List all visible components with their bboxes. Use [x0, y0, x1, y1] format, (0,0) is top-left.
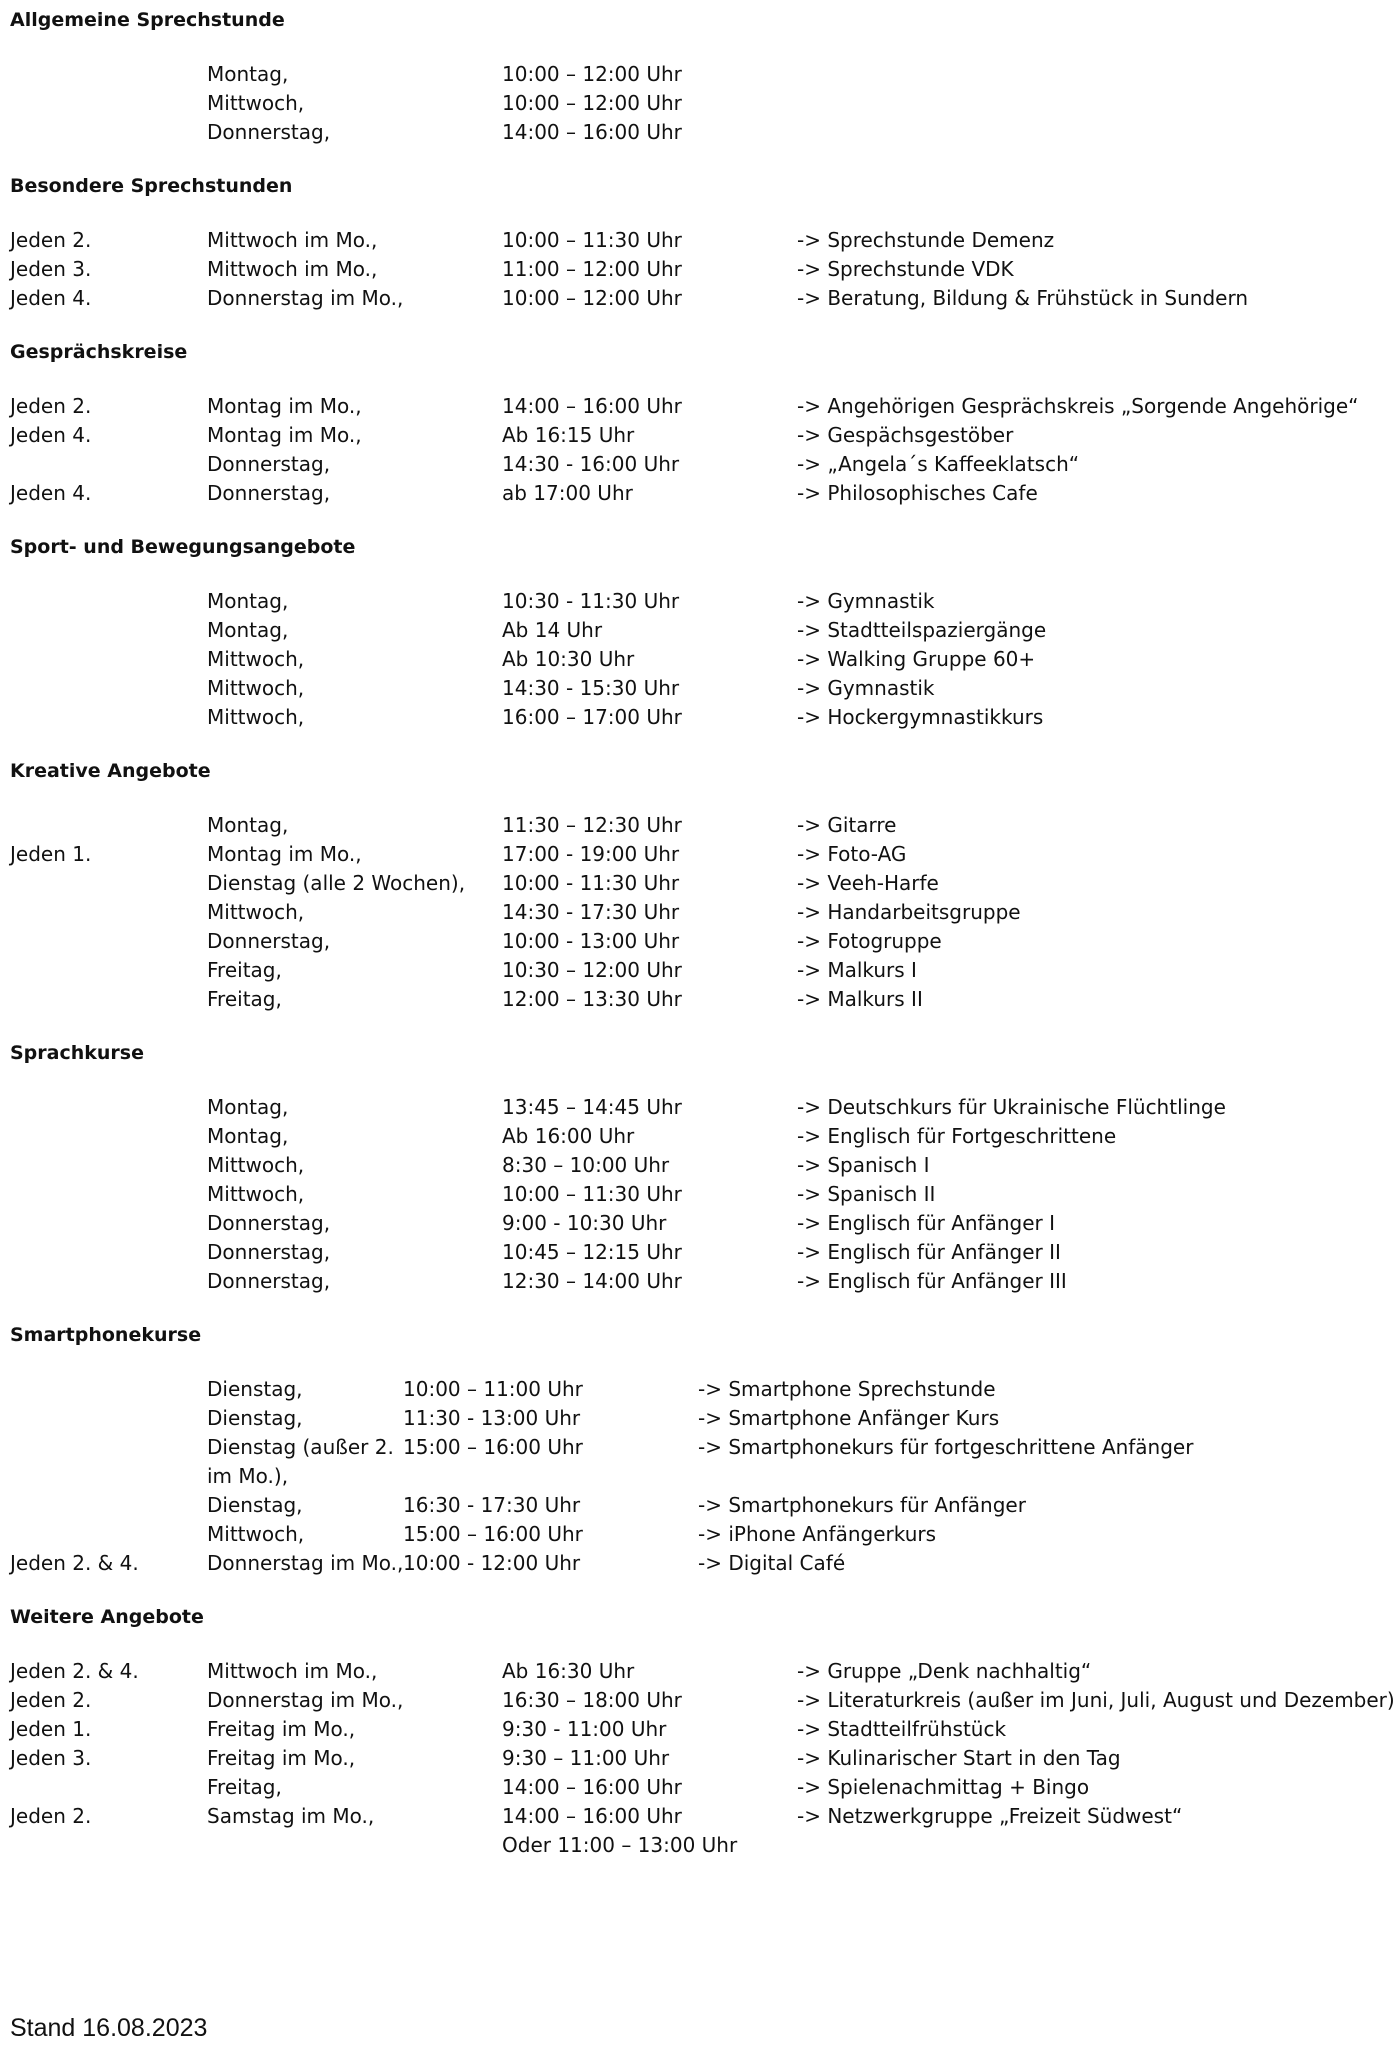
activity-cell: -> Foto-AG: [797, 842, 907, 866]
activity-cell: -> Spanisch I: [797, 1153, 930, 1177]
day-cell: Dienstag,: [207, 1406, 303, 1430]
time-cell: 14:00 – 16:00 Uhr: [502, 394, 682, 418]
day-cell: Montag,: [207, 1095, 289, 1119]
recurrence-cell: Jeden 4.: [10, 481, 92, 505]
schedule-row: [10, 1802, 1390, 1831]
schedule-row: [10, 392, 1390, 421]
time-cell: 13:45 – 14:45 Uhr: [502, 1095, 682, 1119]
schedule-row: [10, 703, 1390, 732]
day-cell: Mittwoch,: [207, 1522, 305, 1546]
day-cell: Montag im Mo.,: [207, 842, 362, 866]
activity-cell: -> Smartphone Sprechstunde: [698, 1377, 996, 1401]
time-cell: 15:00 – 16:00 Uhr: [403, 1435, 583, 1459]
section-heading: Kreative Angebote: [10, 760, 211, 782]
activity-cell: -> Literaturkreis (außer im Juni, Juli, August und Dezember): [797, 1688, 1395, 1712]
schedule-row: [10, 587, 1390, 616]
recurrence-cell: Jeden 4.: [10, 286, 92, 310]
schedule-row: [10, 616, 1390, 645]
section-gap: [10, 1578, 1390, 1603]
time-cell: 16:00 – 17:00 Uhr: [502, 705, 682, 729]
activity-cell: -> Gymnastik: [797, 676, 935, 700]
day-cell: Donnerstag im Mo.,: [207, 1551, 404, 1575]
time-cell: 17:00 - 19:00 Uhr: [502, 842, 680, 866]
time-cell: Ab 16:00 Uhr: [502, 1124, 635, 1148]
activity-cell: -> Sprechstunde Demenz: [797, 228, 1055, 252]
time-cell: 12:00 – 13:30 Uhr: [502, 987, 682, 1011]
schedule-row: [10, 1151, 1390, 1180]
time-cell: 8:30 – 10:00 Uhr: [502, 1153, 670, 1177]
day-cell: Donnerstag,: [207, 481, 331, 505]
time-cell: 10:00 – 11:00 Uhr: [403, 1377, 583, 1401]
time-cell: 11:30 – 12:30 Uhr: [502, 813, 682, 837]
schedule-row: [10, 1180, 1390, 1209]
day-cell: Dienstag (außer 2. im Mo.),: [207, 1435, 394, 1488]
day-cell: Dienstag,: [207, 1493, 303, 1517]
day-cell: Mittwoch,: [207, 1182, 305, 1206]
time-cell: Ab 14 Uhr: [502, 618, 603, 642]
schedule-section: [10, 1321, 1390, 1578]
day-cell: Mittwoch,: [207, 647, 305, 671]
schedule-rows: [10, 1375, 1390, 1578]
day-cell: Donnerstag,: [207, 1269, 331, 1293]
recurrence-cell: Jeden 3.: [10, 1746, 92, 1770]
day-cell: Freitag,: [207, 958, 282, 982]
activity-cell: -> Digital Café: [698, 1551, 846, 1575]
day-cell: Donnerstag,: [207, 929, 331, 953]
time-cell: 14:30 - 17:30 Uhr: [502, 900, 680, 924]
activity-cell: -> Gruppe „Denk nachhaltig“: [797, 1659, 1092, 1683]
schedule-row: [10, 985, 1390, 1014]
recurrence-cell: Jeden 4.: [10, 423, 92, 447]
activity-cell: -> Stadtteilspaziergänge: [797, 618, 1047, 642]
footer-stand-date: Stand 16.08.2023: [10, 2014, 208, 2042]
schedule-row: [10, 421, 1390, 450]
schedule-row: [10, 645, 1390, 674]
day-cell: Freitag,: [207, 987, 282, 1011]
day-cell: Mittwoch im Mo.,: [207, 257, 378, 281]
time-cell: 14:30 - 16:00 Uhr: [502, 452, 680, 476]
schedule-row: [10, 1238, 1390, 1267]
section-heading: Besondere Sprechstunden: [10, 175, 293, 197]
schedule-row: [10, 1404, 1390, 1433]
time-cell: 10:00 – 11:30 Uhr: [502, 1182, 682, 1206]
activity-cell: -> Gymnastik: [797, 589, 935, 613]
activity-cell: -> Sprechstunde VDK: [797, 257, 1014, 281]
activity-cell: -> Smartphonekurs für Anfänger: [698, 1493, 1026, 1517]
time-cell: 10:00 – 12:00 Uhr: [502, 91, 682, 115]
time-cell: 10:00 - 11:30 Uhr: [502, 871, 680, 895]
day-cell: Mittwoch im Mo.,: [207, 228, 378, 252]
activity-cell: -> Englisch für Anfänger I: [797, 1211, 1056, 1235]
time-cell: 16:30 - 17:30 Uhr: [403, 1493, 581, 1517]
time-cell: 11:00 – 12:00 Uhr: [502, 257, 682, 281]
time-cell: ab 17:00 Uhr: [502, 481, 633, 505]
schedule-rows: [10, 587, 1390, 732]
time-cell: 10:00 - 13:00 Uhr: [502, 929, 680, 953]
schedule-section: [10, 533, 1390, 732]
day-cell: Donnerstag,: [207, 1211, 331, 1235]
time-cell: 15:00 – 16:00 Uhr: [403, 1522, 583, 1546]
schedule-row: [10, 450, 1390, 479]
schedule-row: [10, 60, 1390, 89]
schedule-row: [10, 1122, 1390, 1151]
day-cell: Montag,: [207, 62, 289, 86]
recurrence-cell: Jeden 2.: [10, 228, 92, 252]
activity-cell: -> Englisch für Anfänger III: [797, 1269, 1067, 1293]
day-cell: Dienstag,: [207, 1377, 303, 1401]
activity-cell: -> Netzwerkgruppe „Freizeit Südwest“: [797, 1804, 1183, 1828]
section-gap: [10, 732, 1390, 757]
schedule-row: [10, 840, 1390, 869]
time-cell: 11:30 - 13:00 Uhr: [403, 1406, 581, 1430]
time-cell: 10:00 – 12:00 Uhr: [502, 286, 682, 310]
schedule-document: [10, 6, 1395, 1860]
schedule-section: [10, 172, 1390, 313]
schedule-section: [10, 1603, 1395, 1860]
activity-cell: -> Angehörigen Gesprächskreis „Sorgende Angehörige“: [797, 394, 1359, 418]
time-cell: 9:30 – 11:00 Uhr: [502, 1746, 670, 1770]
section-heading: Allgemeine Sprechstunde: [10, 9, 285, 31]
schedule-rows: [10, 811, 1390, 1014]
time-cell: 16:30 – 18:00 Uhr: [502, 1688, 682, 1712]
schedule-row: [10, 1686, 1395, 1715]
activity-cell: -> iPhone Anfängerkurs: [698, 1522, 937, 1546]
time-cell: 10:00 – 12:00 Uhr: [502, 62, 682, 86]
schedule-rows: [10, 226, 1390, 313]
day-cell: Mittwoch,: [207, 91, 305, 115]
time-cell: Ab 10:30 Uhr: [502, 647, 635, 671]
activity-cell: -> Malkurs I: [797, 958, 917, 982]
day-cell: Donnerstag,: [207, 1240, 331, 1264]
schedule-row: [10, 869, 1390, 898]
schedule-row: [10, 1549, 1390, 1578]
time-cell: Ab 16:15 Uhr: [502, 423, 635, 447]
schedule-row: [10, 284, 1390, 313]
activity-cell: -> Spanisch II: [797, 1182, 936, 1206]
day-cell: Mittwoch,: [207, 900, 305, 924]
activity-cell: -> Gespächsgestöber: [797, 423, 1014, 447]
day-cell: Freitag im Mo.,: [207, 1746, 356, 1770]
time-cell: Ab 16:30 Uhr: [502, 1659, 635, 1683]
time-cell: Oder 11:00 – 13:00 Uhr: [502, 1833, 738, 1857]
activity-cell: -> Smartphonekurs für fortgeschrittene Anfänger: [698, 1435, 1194, 1459]
day-cell: Mittwoch im Mo.,: [207, 1659, 378, 1683]
schedule-rows: [10, 1657, 1395, 1860]
recurrence-cell: Jeden 2. & 4.: [10, 1551, 139, 1575]
time-cell: 9:30 - 11:00 Uhr: [502, 1717, 667, 1741]
time-cell: 12:30 – 14:00 Uhr: [502, 1269, 682, 1293]
activity-cell: -> Deutschkurs für Ukrainische Flüchtlinge: [797, 1095, 1226, 1119]
recurrence-cell: Jeden 2.: [10, 1688, 92, 1712]
activity-cell: -> Hockergymnastikkurs: [797, 705, 1044, 729]
schedule-row: [10, 118, 1390, 147]
time-cell: 14:00 – 16:00 Uhr: [502, 1775, 682, 1799]
schedule-row: [10, 1267, 1390, 1296]
activity-cell: -> Stadtteilfrühstück: [797, 1717, 1007, 1741]
schedule-row: [10, 1744, 1390, 1773]
activity-cell: -> Gitarre: [797, 813, 897, 837]
time-cell: 10:00 – 11:30 Uhr: [502, 228, 682, 252]
schedule-section: [10, 757, 1390, 1014]
activity-cell: -> Spielenachmittag + Bingo: [797, 1775, 1090, 1799]
activity-cell: -> Kulinarischer Start in den Tag: [797, 1746, 1121, 1770]
schedule-row: [10, 1093, 1390, 1122]
schedule-section: [10, 1039, 1390, 1296]
recurrence-cell: Jeden 2.: [10, 394, 92, 418]
schedule-row: [10, 1433, 1390, 1491]
time-cell: 10:30 – 12:00 Uhr: [502, 958, 682, 982]
recurrence-cell: Jeden 2.: [10, 1804, 92, 1828]
time-cell: 14:00 – 16:00 Uhr: [502, 1804, 682, 1828]
schedule-row: [10, 479, 1390, 508]
activity-cell: -> Philosophisches Cafe: [797, 481, 1038, 505]
section-heading: Sport- und Bewegungsangebote: [10, 536, 356, 558]
day-cell: Donnerstag,: [207, 452, 331, 476]
activity-cell: -> Englisch für Fortgeschrittene: [797, 1124, 1117, 1148]
recurrence-cell: Jeden 2. & 4.: [10, 1659, 139, 1683]
day-cell: Mittwoch,: [207, 1153, 305, 1177]
schedule-row: [10, 811, 1390, 840]
section-gap: [10, 313, 1390, 338]
schedule-rows: [10, 1093, 1390, 1296]
time-cell: 14:00 – 16:00 Uhr: [502, 120, 682, 144]
day-cell: Donnerstag,: [207, 120, 331, 144]
time-cell: 10:00 - 12:00 Uhr: [403, 1551, 581, 1575]
recurrence-cell: Jeden 1.: [10, 1717, 92, 1741]
day-cell: Montag,: [207, 589, 289, 613]
schedule-row: [10, 1831, 1390, 1860]
activity-cell: -> Walking Gruppe 60+: [797, 647, 1036, 671]
time-cell: 14:30 - 15:30 Uhr: [502, 676, 680, 700]
day-cell: Montag im Mo.,: [207, 394, 362, 418]
day-cell: Mittwoch,: [207, 676, 305, 700]
schedule-row: [10, 1491, 1390, 1520]
section-heading: Smartphonekurse: [10, 1324, 202, 1346]
schedule-row: [10, 1773, 1390, 1802]
schedule-row: [10, 1520, 1390, 1549]
day-cell: Freitag,: [207, 1775, 282, 1799]
time-cell: 10:30 - 11:30 Uhr: [502, 589, 680, 613]
day-cell: Montag,: [207, 1124, 289, 1148]
schedule-row: [10, 956, 1390, 985]
schedule-row: [10, 1715, 1390, 1744]
schedule-row: [10, 226, 1390, 255]
activity-cell: -> „Angela´s Kaffeeklatsch“: [797, 452, 1080, 476]
section-heading: Weitere Angebote: [10, 1606, 204, 1628]
day-cell: Samstag im Mo.,: [207, 1804, 375, 1828]
section-gap: [10, 508, 1390, 533]
schedule-section: [10, 6, 1390, 147]
time-cell: 9:00 - 10:30 Uhr: [502, 1211, 667, 1235]
time-cell: 10:45 – 12:15 Uhr: [502, 1240, 682, 1264]
section-gap: [10, 147, 1390, 172]
activity-cell: -> Smartphone Anfänger Kurs: [698, 1406, 1000, 1430]
day-cell: Montag im Mo.,: [207, 423, 362, 447]
day-cell: Montag,: [207, 618, 289, 642]
schedule-rows: [10, 60, 1390, 147]
activity-cell: -> Handarbeitsgruppe: [797, 900, 1021, 924]
section-gap: [10, 1296, 1390, 1321]
schedule-row: [10, 255, 1390, 284]
schedule-row: [10, 89, 1390, 118]
schedule-rows: [10, 392, 1390, 508]
schedule-row: [10, 1657, 1390, 1686]
recurrence-cell: Jeden 3.: [10, 257, 92, 281]
section-gap: [10, 1014, 1390, 1039]
section-heading: Sprachkurse: [10, 1042, 144, 1064]
day-cell: Donnerstag im Mo.,: [207, 286, 404, 310]
activity-cell: -> Beratung, Bildung & Frühstück in Sundern: [797, 286, 1249, 310]
day-cell: Mittwoch,: [207, 705, 305, 729]
recurrence-cell: Jeden 1.: [10, 842, 92, 866]
day-cell: Montag,: [207, 813, 289, 837]
schedule-row: [10, 1209, 1390, 1238]
activity-cell: -> Fotogruppe: [797, 929, 942, 953]
activity-cell: -> Malkurs II: [797, 987, 923, 1011]
schedule-row: [10, 674, 1390, 703]
day-cell: Dienstag (alle 2 Wochen),: [207, 871, 466, 895]
day-cell: Freitag im Mo.,: [207, 1717, 356, 1741]
schedule-section: [10, 338, 1390, 508]
activity-cell: -> Veeh-Harfe: [797, 871, 939, 895]
schedule-row: [10, 898, 1390, 927]
day-cell: Donnerstag im Mo.,: [207, 1688, 404, 1712]
section-heading: Gesprächskreise: [10, 341, 188, 363]
activity-cell: -> Englisch für Anfänger II: [797, 1240, 1061, 1264]
schedule-row: [10, 927, 1390, 956]
schedule-row: [10, 1375, 1390, 1404]
